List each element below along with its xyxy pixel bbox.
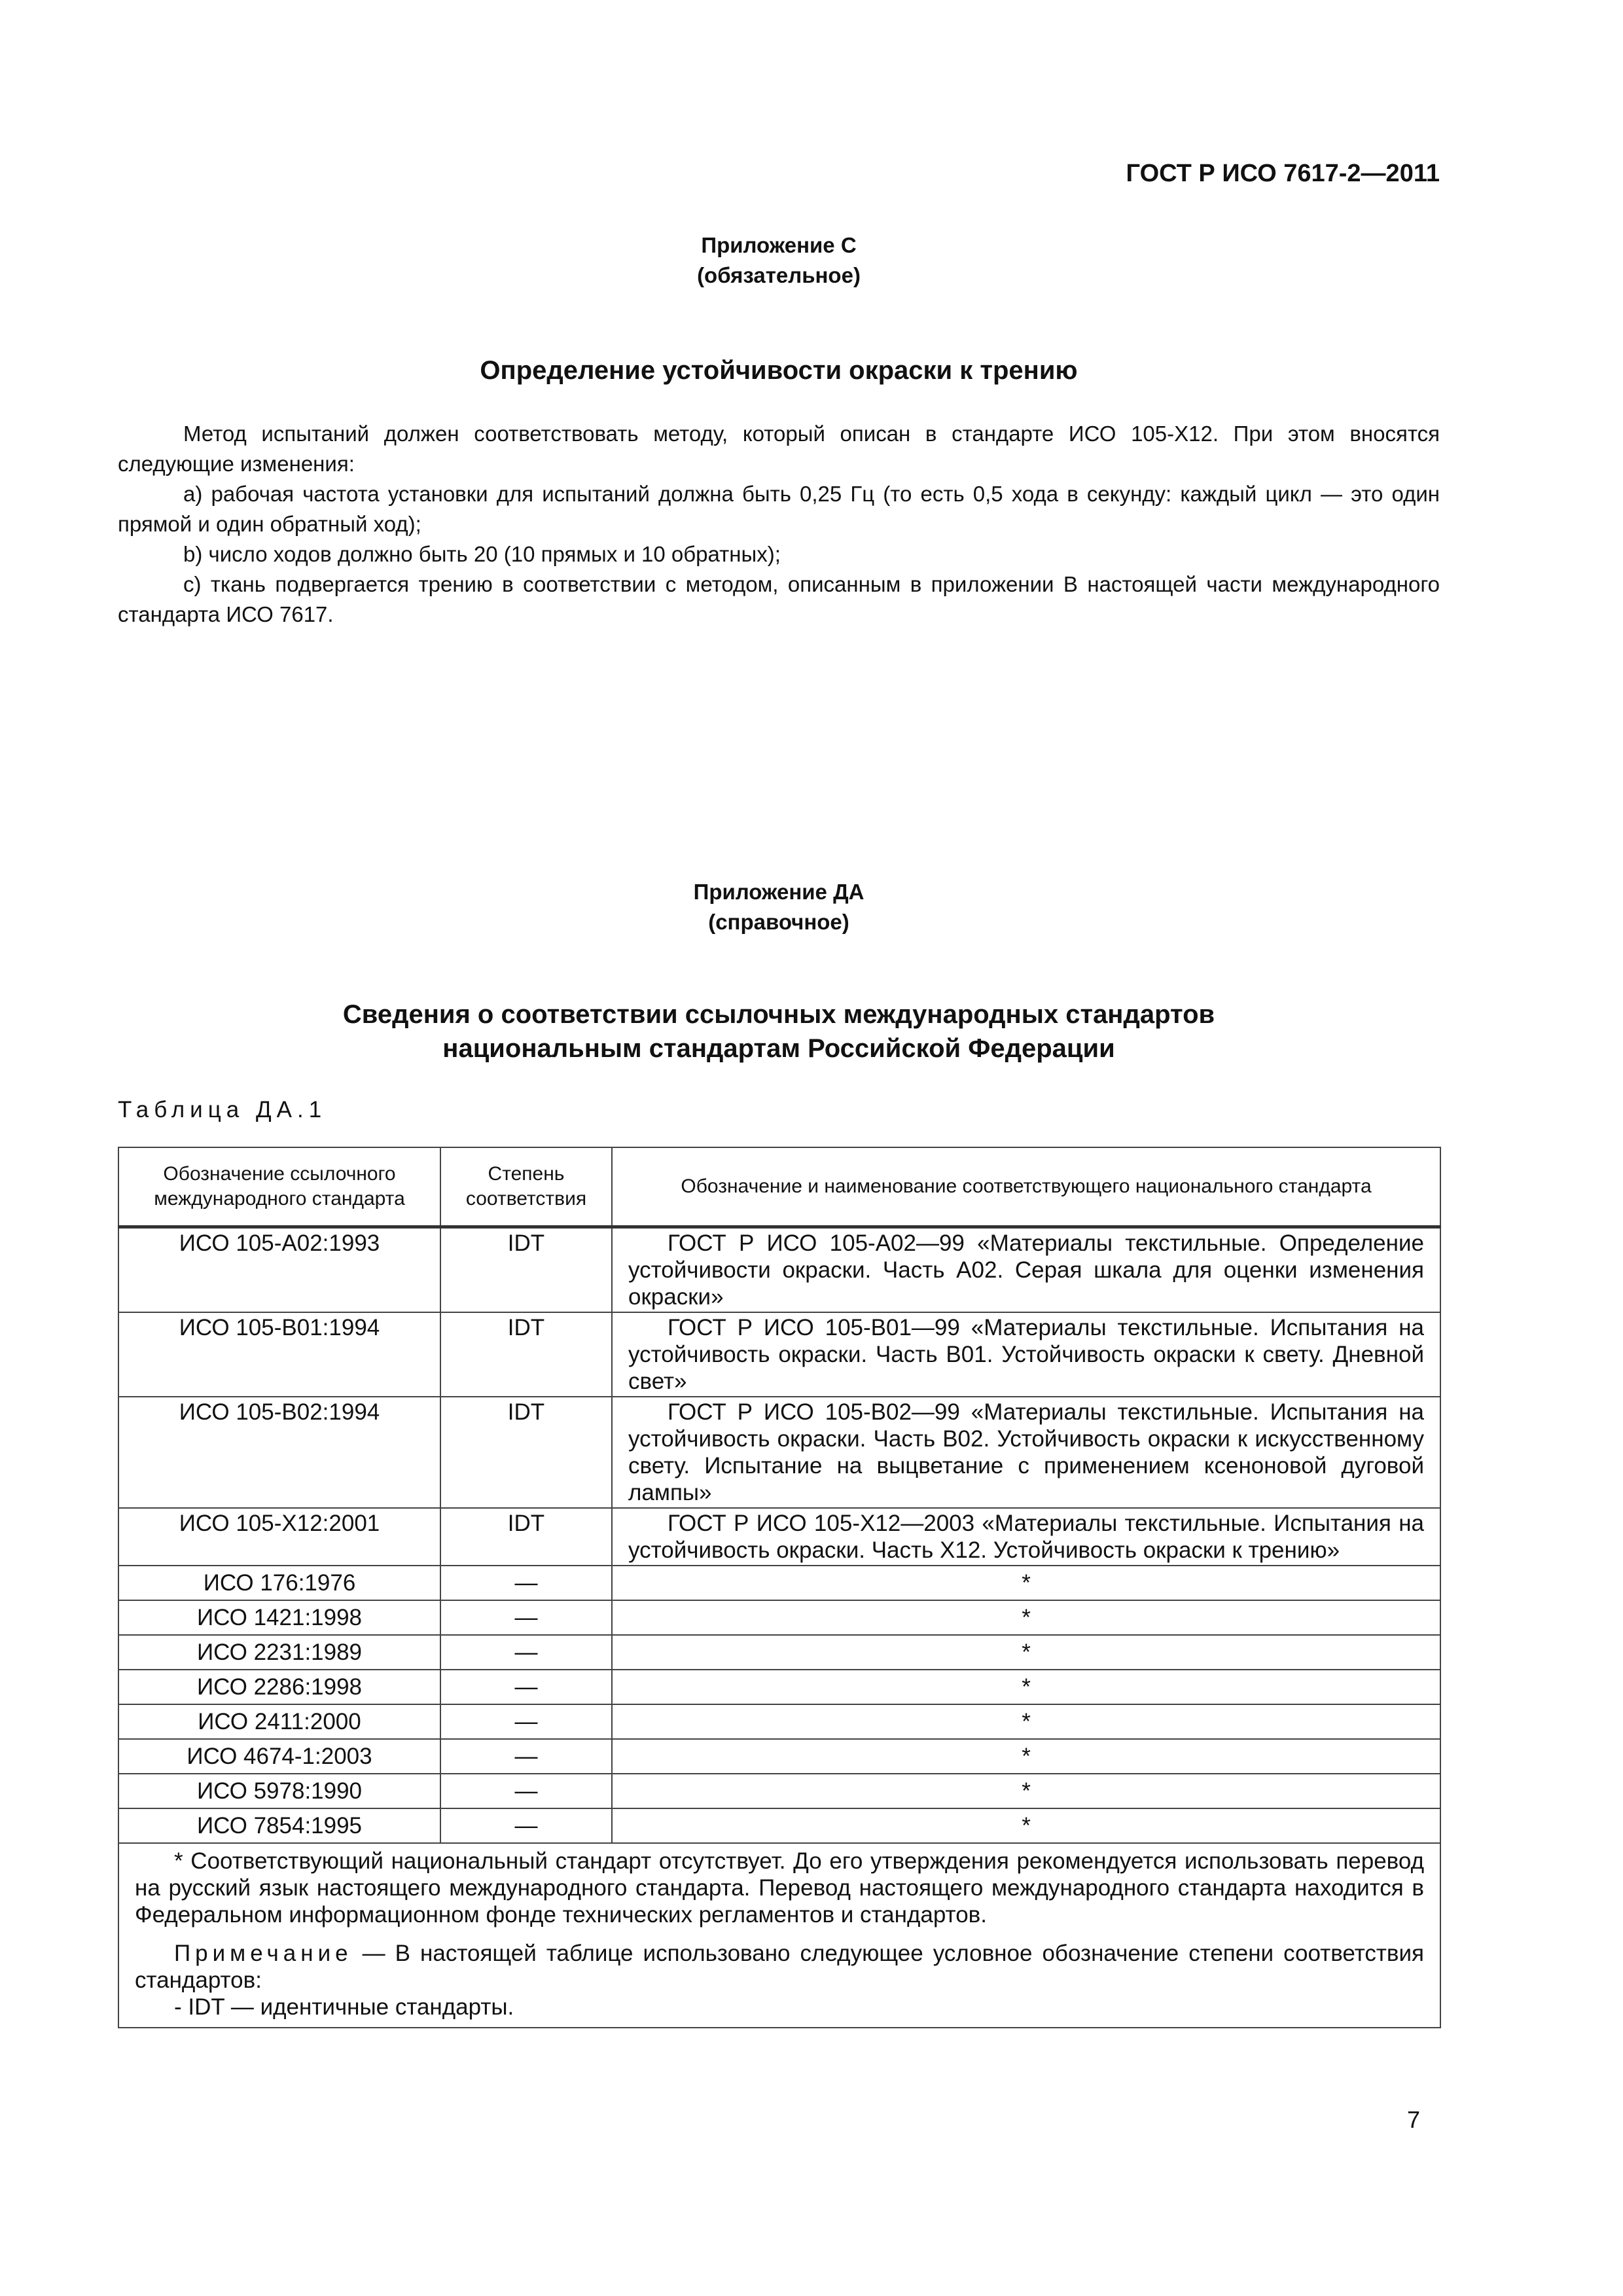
table-row xyxy=(118,1670,1440,1704)
table-footnote-cell xyxy=(118,1843,1440,2028)
degree-cell: IDT xyxy=(440,1508,612,1566)
note-text: — В настоящей таблице использовано следующее условное обозначение степени соответствия стандартов: xyxy=(135,1941,1424,1993)
degree-cell: — xyxy=(440,1704,612,1739)
intl-standard-cell: ИСО 7854:1995 xyxy=(118,1808,440,1843)
degree-cell: IDT xyxy=(440,1397,612,1508)
appendix-c-heading: Определение устойчивости окраски к трению xyxy=(480,356,1078,385)
intl-standard-cell: ИСО 2286:1998 xyxy=(118,1670,440,1704)
national-standard-cell: ГОСТ Р ИСО 105-В01—99 «Материалы текстильные. Испытания на устойчивость окраски. Часть В01. Устойчивость окраски к свету. Дневной свет» xyxy=(612,1312,1440,1397)
page-number: 7 xyxy=(1407,2106,1421,2133)
national-standard-cell: * xyxy=(612,1808,1440,1843)
national-standard-cell: ГОСТ Р ИСО 105-В02—99 «Материалы текстильные. Испытания на устойчивость окраски. Часть В02. Устойчивость окраски к искусственному свету. Испытание на выцветание с применением ксеноновой дуговой лампы» xyxy=(612,1397,1440,1508)
degree-cell: — xyxy=(440,1635,612,1670)
table-row xyxy=(118,1312,1440,1397)
note-item: - IDT — идентичные стандарты. xyxy=(174,1994,514,2020)
header-intl-standard: Обозначение ссылочного международного стандарта xyxy=(118,1147,440,1227)
national-standard-cell: * xyxy=(612,1566,1440,1600)
national-standard-cell: * xyxy=(612,1670,1440,1704)
header-degree: Степень соответствия xyxy=(440,1147,612,1227)
degree-cell: — xyxy=(440,1739,612,1774)
degree-cell: — xyxy=(440,1600,612,1635)
intl-standard-cell: ИСО 4674-1:2003 xyxy=(118,1739,440,1774)
intl-standard-cell: ИСО 105-В01:1994 xyxy=(118,1312,440,1397)
table-row xyxy=(118,1808,1440,1843)
degree-cell: — xyxy=(440,1670,612,1704)
table-row xyxy=(118,1739,1440,1774)
appendix-c-item-b: b) число ходов должно быть 20 (10 прямых и 10 обратных); xyxy=(183,542,781,566)
table-row xyxy=(118,1600,1440,1635)
table-row xyxy=(118,1635,1440,1670)
appendix-c-title: Приложение С xyxy=(701,233,857,257)
table-row xyxy=(118,1227,1440,1313)
degree-cell: — xyxy=(440,1808,612,1843)
national-standard-cell: * xyxy=(612,1739,1440,1774)
correspondence-table xyxy=(118,1147,1441,2028)
intl-standard-cell: ИСО 105-Х12:2001 xyxy=(118,1508,440,1566)
intl-standard-cell: ИСО 2231:1989 xyxy=(118,1635,440,1670)
national-standard-cell: ГОСТ Р ИСО 105-А02—99 «Материалы текстильные. Определение устойчивости окраски. Часть А02. Серая шкала для оценки изменения окраски» xyxy=(612,1227,1440,1313)
appendix-c-item-a: a) рабочая частота установки для испытаний должна быть 0,25 Гц (то есть 0,5 хода в секунду: каждый цикл — это один прямой и один обратный ход); xyxy=(118,482,1440,536)
national-standard-cell: * xyxy=(612,1704,1440,1739)
table-row xyxy=(118,1508,1440,1566)
appendix-c-status: (обязательное) xyxy=(697,263,861,287)
table-header-row xyxy=(118,1147,1440,1227)
appendix-da-status: (справочное) xyxy=(708,910,849,934)
document-code-header: ГОСТ Р ИСО 7617-2—2011 xyxy=(1126,160,1440,187)
table-footnote: * Соответствующий национальный стандарт отсутствует. До его утверждения рекомендуется использовать перевод на русский язык настоящего международного стандарта. Перевод настоящего международного стандарта находится в Федеральном информационном фонде технических регламентов и стандартов. xyxy=(135,1848,1424,1928)
appendix-da-heading-line1: Сведения о соответствии ссылочных международных стандартов xyxy=(342,1000,1215,1029)
table-caption: Таблица ДА.1 xyxy=(118,1097,327,1122)
intl-standard-cell: ИСО 105-В02:1994 xyxy=(118,1397,440,1508)
appendix-da-heading-line2: национальным стандартам Российской Федерации xyxy=(442,1034,1115,1063)
degree-cell: — xyxy=(440,1566,612,1600)
intl-standard-cell: ИСО 176:1976 xyxy=(118,1566,440,1600)
degree-cell: IDT xyxy=(440,1312,612,1397)
national-standard-cell: * xyxy=(612,1600,1440,1635)
appendix-da-title: Приложение ДА xyxy=(693,880,865,904)
appendix-c-intro: Метод испытаний должен соответствовать методу, который описан в стандарте ИСО 105-Х12. При этом вносятся следующие изменения: xyxy=(118,422,1440,476)
degree-cell: IDT xyxy=(440,1227,612,1313)
degree-cell: — xyxy=(440,1774,612,1808)
header-national-standard: Обозначение и наименование соответствующего национального стандарта xyxy=(612,1147,1440,1227)
table-row xyxy=(118,1566,1440,1600)
national-standard-cell: * xyxy=(612,1774,1440,1808)
intl-standard-cell: ИСО 5978:1990 xyxy=(118,1774,440,1808)
national-standard-cell: ГОСТ Р ИСО 105-Х12—2003 «Материалы текстильные. Испытания на устойчивость окраски. Часть Х12. Устойчивость окраски к трению» xyxy=(612,1508,1440,1566)
national-standard-cell: * xyxy=(612,1635,1440,1670)
table-row xyxy=(118,1397,1440,1508)
intl-standard-cell: ИСО 2411:2000 xyxy=(118,1704,440,1739)
intl-standard-cell: ИСО 1421:1998 xyxy=(118,1600,440,1635)
appendix-c-item-c: c) ткань подвергается трению в соответствии с методом, описанным в приложении В настоящей части международного стандарта ИСО 7617. xyxy=(118,572,1440,626)
table-footnote-row xyxy=(118,1843,1440,2028)
table-row xyxy=(118,1704,1440,1739)
table-note xyxy=(135,1940,1424,1994)
intl-standard-cell: ИСО 105-А02:1993 xyxy=(118,1227,440,1313)
table-row xyxy=(118,1774,1440,1808)
note-label: Примечание xyxy=(174,1941,353,1966)
